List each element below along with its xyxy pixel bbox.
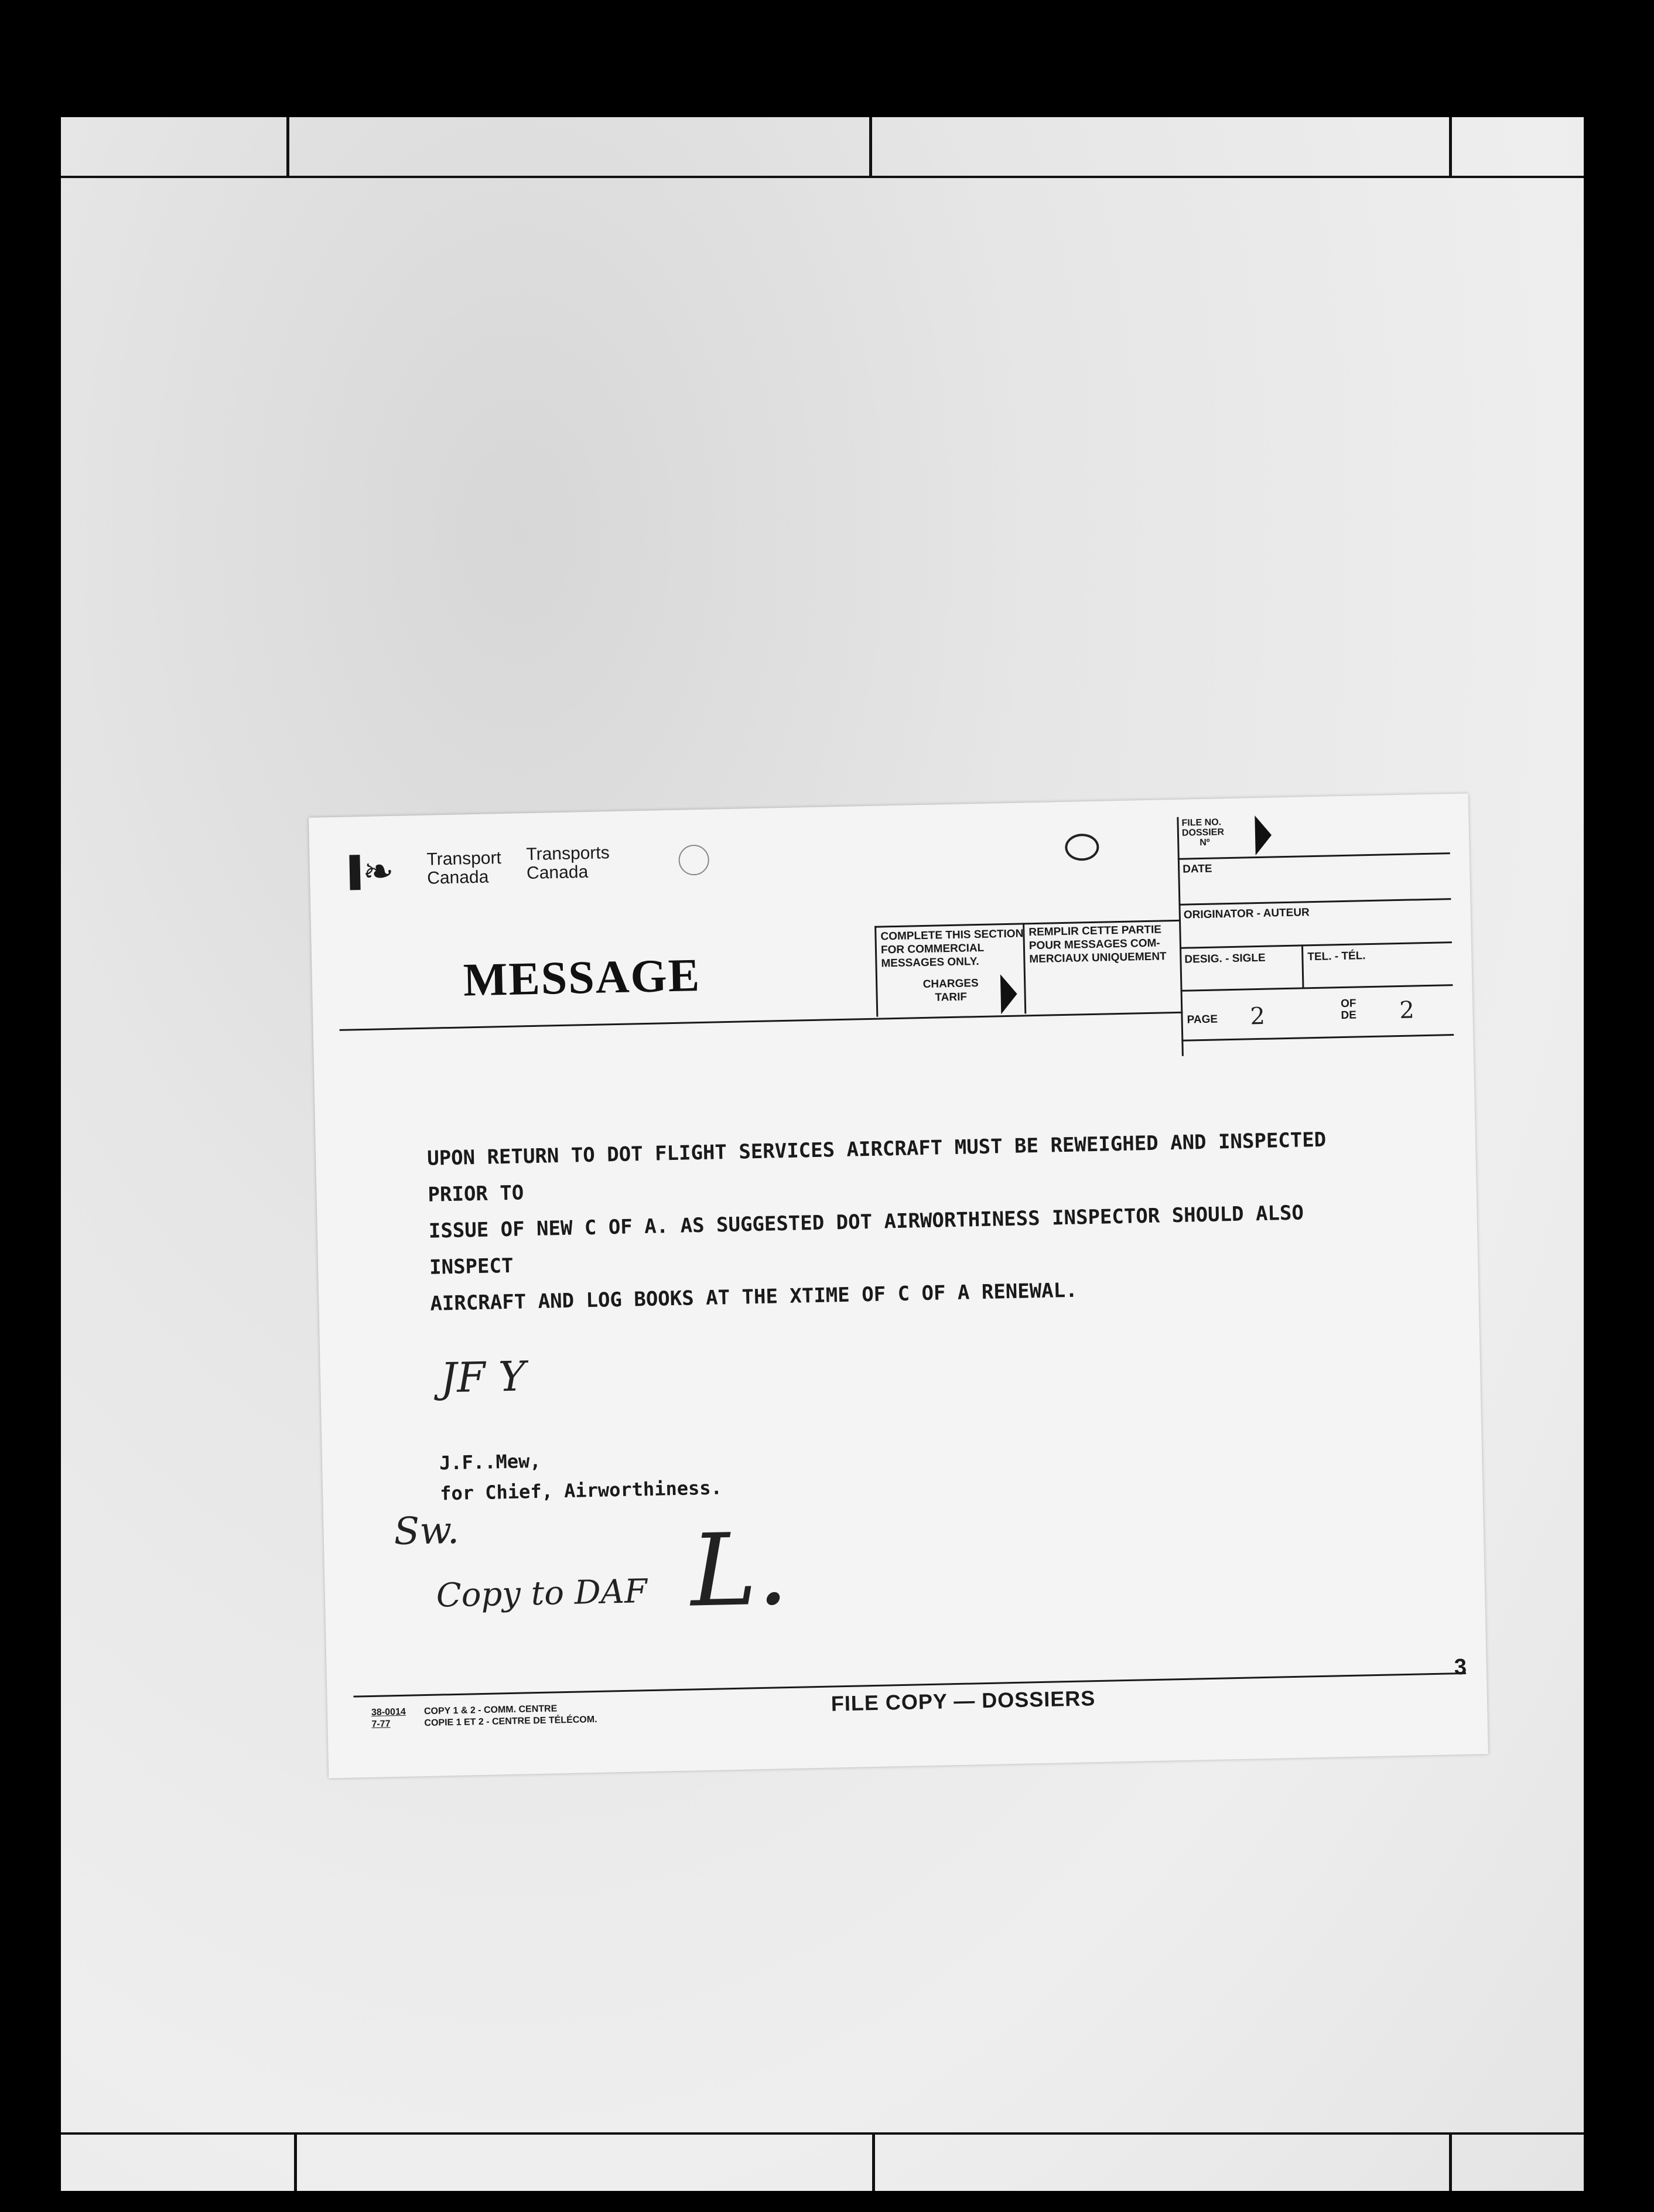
commercial-note-fr: REMPLIR CETTE PARTIE POUR MESSAGES COM- MERCIAUX UNIQUEMENT [1028, 923, 1167, 966]
page-rule [1181, 984, 1453, 992]
frame-bottom-tick-1 [294, 2135, 297, 2191]
date-label: DATE [1183, 862, 1212, 876]
org-name-en: Transport Canada [426, 848, 502, 888]
org-name-fr: Transports Canada [526, 843, 610, 883]
canada-flag-icon [349, 855, 360, 890]
frame-bottom-rule [61, 2132, 1584, 2135]
form-number: 38-0014 7-77 [371, 1706, 406, 1730]
signature-block [439, 1442, 723, 1508]
originator-label: ORIGINATOR - AUTEUR [1183, 906, 1310, 921]
page-label: PAGE [1187, 1013, 1218, 1026]
punch-hole [1065, 834, 1099, 861]
desig-tel-divider [1301, 944, 1304, 988]
form-title: MESSAGE [462, 949, 701, 1006]
file-no-label: FILE NO. DOSSIER Nº [1181, 817, 1225, 848]
handwritten-initials: Sw. [393, 1508, 460, 1554]
file-copy-label: FILE COPY — DOSSIERS [831, 1686, 1096, 1716]
fields-left-rule [1177, 817, 1184, 1056]
frame-bottom-tick-2 [872, 2135, 875, 2191]
header-rule [340, 1012, 1183, 1031]
page-number: 3 [1454, 1654, 1467, 1680]
frame-top-tick-1 [286, 117, 289, 176]
message-form [309, 793, 1488, 1778]
commercial-note-en: COMPLETE THIS SECTION FOR COMMERCIAL MESSAGES ONLY. [880, 927, 1024, 970]
of-label: OF DE [1340, 997, 1357, 1022]
frame-top-rule [61, 176, 1584, 178]
tel-label: TEL. - TÉL. [1307, 950, 1366, 964]
frame-bottom-tick-3 [1449, 2135, 1452, 2191]
page-value: 2 [1250, 1002, 1266, 1030]
handwritten-mark: L. [689, 1511, 790, 1630]
stamp-circle [678, 845, 709, 876]
desig-label: DESIG. - SIGLE [1184, 951, 1266, 966]
page-bottom-rule [1181, 1034, 1454, 1042]
charges-arrow-icon [1000, 974, 1017, 1015]
desig-rule [1180, 941, 1452, 949]
copy-distribution: COPY 1 & 2 - COMM. CENTRE COPIE 1 ET 2 - CENTRE DE TÉLÉCOM. [423, 1704, 597, 1729]
signer-name: J.F..Mew, [439, 1449, 541, 1474]
signer-title: for Chief, Airworthiness. [439, 1476, 723, 1505]
body-line: AIRCRAFT AND LOG BOOKS AT THE XTIME OF C OF A RENEWAL. [430, 1278, 1078, 1316]
commercial-box-left [874, 926, 878, 1017]
film-frame [61, 117, 1584, 2191]
body-line: UPON RETURN TO DOT FLIGHT SERVICES AIRCRAFT MUST BE REWEIGHED AND INSPECTED PRIOR TO [426, 1128, 1327, 1207]
frame-top-tick-2 [869, 117, 872, 176]
message-body [427, 1120, 1397, 1322]
of-value: 2 [1399, 996, 1415, 1024]
body-line: ISSUE OF NEW C OF A. AS SUGGESTED DOT AIRWORTHINESS INSPECTOR SHOULD ALSO INSPECT [428, 1201, 1304, 1279]
signature-initials: JF Y [440, 1352, 527, 1402]
file-no-arrow-icon [1255, 815, 1272, 855]
handwritten-copy-note: Copy to DAF [436, 1572, 648, 1615]
charges-label: CHARGES TARIF [922, 977, 979, 1004]
originator-rule [1178, 898, 1451, 906]
frame-top-tick-3 [1449, 117, 1452, 176]
maple-leaf-icon: ❧ [362, 849, 395, 893]
date-rule [1178, 852, 1450, 860]
